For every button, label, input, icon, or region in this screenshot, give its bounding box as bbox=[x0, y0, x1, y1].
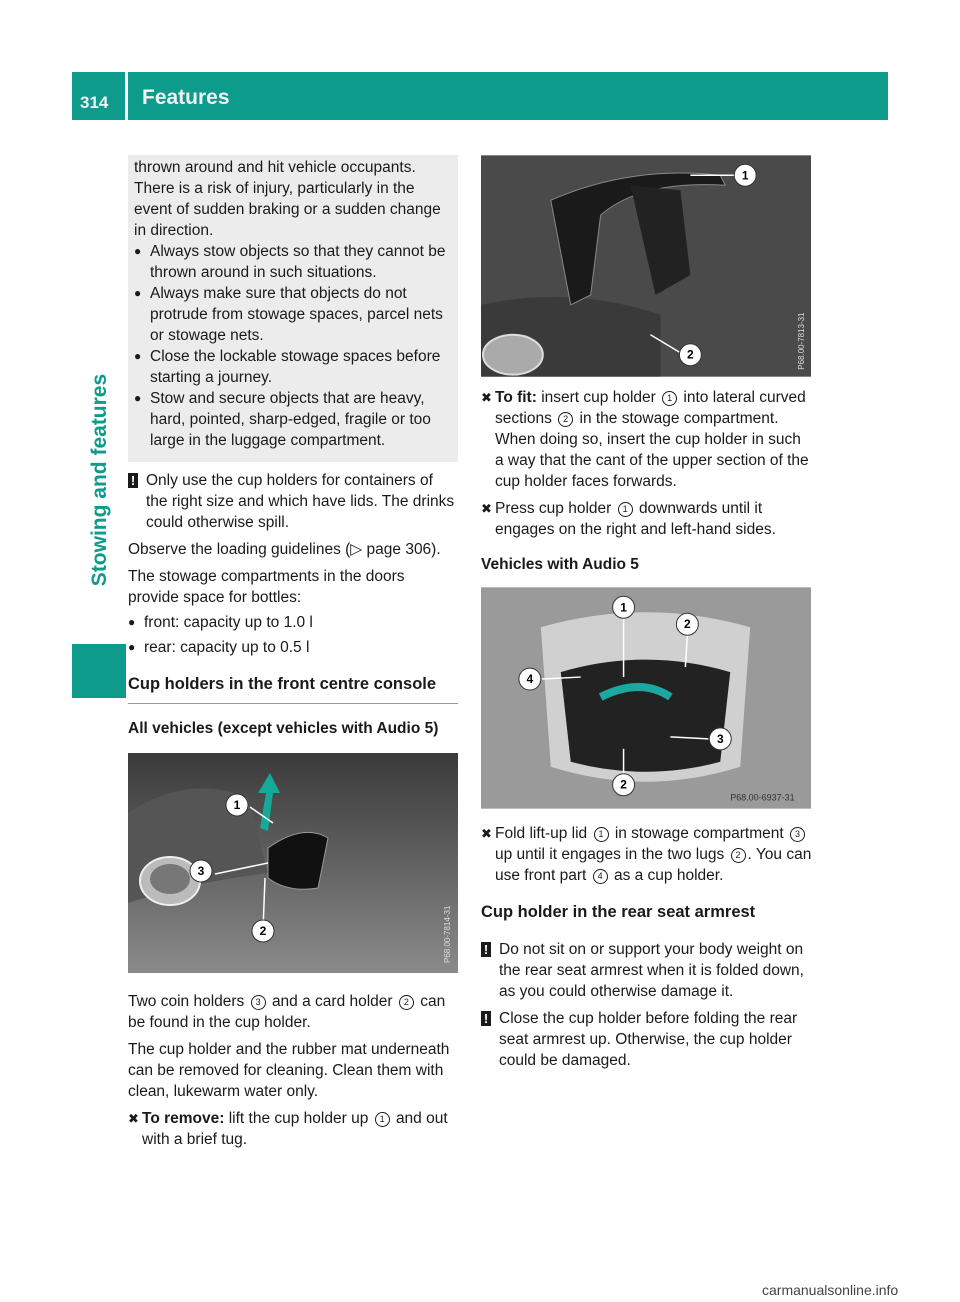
note-icon: ! bbox=[481, 942, 491, 957]
figure-code: P68.00-7813-31 bbox=[797, 312, 807, 370]
warning-intro: thrown around and hit vehicle occupants. There is a risk of injury, particularly in the event of sudden braking or a sudden change in direction. bbox=[134, 159, 441, 239]
note-icon: ! bbox=[128, 473, 138, 488]
all-vehicles-heading: All vehicles (except vehicles with Audio 5) bbox=[128, 720, 439, 737]
side-tab-label: Stowing and features bbox=[88, 373, 111, 587]
observe-guidelines: Observe the loading guidelines (▷ page 306). bbox=[128, 541, 441, 558]
note-icon: ! bbox=[481, 1011, 491, 1026]
right-column bbox=[481, 155, 812, 1071]
callout-3-icon: 3 bbox=[251, 995, 266, 1010]
svg-text:4: 4 bbox=[526, 672, 534, 687]
rear-armrest-heading: Cup holder in the rear seat armrest bbox=[481, 903, 756, 921]
bullet-icon: ● bbox=[134, 286, 142, 300]
svg-text:3: 3 bbox=[197, 864, 205, 878]
callout-1-icon: 1 bbox=[375, 1112, 390, 1127]
bullet-icon: ● bbox=[128, 615, 136, 629]
warning-bullet: ● Stow and secure objects that are heavy, hard, pointed, sharp-edged, fragile or too large in the luggage compartment. bbox=[134, 390, 431, 449]
callout-2-icon: 2 bbox=[731, 848, 746, 863]
footer-watermark: carmanualsonline.info bbox=[762, 1282, 899, 1298]
section-title: Features bbox=[142, 86, 230, 109]
bullet-icon: ● bbox=[134, 391, 142, 405]
svg-text:1: 1 bbox=[741, 168, 749, 183]
svg-text:2: 2 bbox=[687, 347, 694, 362]
front-cup-holders-heading: Cup holders in the front centre console bbox=[128, 674, 458, 704]
side-block bbox=[72, 644, 126, 698]
note-close-cup-holder: ! Close the cup holder before folding the rear seat armrest up. Otherwise, the cup holder could be damaged. bbox=[481, 1008, 812, 1071]
callout-1-icon: 1 bbox=[594, 827, 609, 842]
callout-2-icon: 2 bbox=[399, 995, 414, 1010]
figure-code: P68.00-7814-31 bbox=[443, 905, 452, 963]
svg-text:3: 3 bbox=[716, 731, 724, 746]
step-marker-icon: ✖ bbox=[481, 390, 492, 405]
warning-box bbox=[128, 155, 458, 462]
header-divider bbox=[125, 72, 128, 120]
warning-bullet: ● Always stow objects so that they cannot be thrown around in such situations. bbox=[134, 243, 446, 281]
svg-text:2: 2 bbox=[684, 617, 691, 632]
step-marker-icon: ✖ bbox=[128, 1111, 139, 1126]
press-step: ✖ Press cup holder 1 downwards until it engages on the right and left-hand sides. bbox=[481, 500, 776, 538]
coin-holders-text: Two coin holders 3 and a card holder 2 can be found in the cup holder. bbox=[128, 993, 446, 1031]
audio-heading: Vehicles with Audio 5 bbox=[481, 556, 639, 573]
capacity-item: ● front: capacity up to 1.0 l bbox=[128, 614, 313, 631]
warning-bullet: ● Close the lockable stowage spaces before starting a journey. bbox=[134, 348, 441, 386]
cleaning-text: The cup holder and the rubber mat underneath can be removed for cleaning. Clean them with clean, lukewarm water only. bbox=[128, 1041, 450, 1100]
callout-2-icon: 2 bbox=[558, 412, 573, 427]
page-number: 314 bbox=[80, 93, 109, 112]
fit-step: ✖ To fit: insert cup holder 1 into lateral curved sections 2 in the stowage compartment. When doing so, insert the cup holder in such a way that the cant of the upper section of the cup holder faces forwards. bbox=[481, 389, 809, 490]
bullet-icon: ● bbox=[128, 640, 136, 654]
side-tab bbox=[87, 330, 113, 630]
bullet-icon: ● bbox=[134, 349, 142, 363]
callout-1-icon: 1 bbox=[662, 391, 677, 406]
audio5-cup-holder-figure bbox=[481, 587, 811, 809]
left-column bbox=[128, 155, 458, 1150]
warning-bullet: ● Always make sure that objects do not protrude from stowage spaces, parcel nets or stowage nets. bbox=[134, 285, 443, 344]
cup-holder-removal-figure bbox=[128, 753, 458, 973]
svg-text:1: 1 bbox=[620, 600, 627, 615]
capacity-item: ● rear: capacity up to 0.5 l bbox=[128, 639, 310, 656]
callout-3-icon: 3 bbox=[790, 827, 805, 842]
step-marker-icon: ✖ bbox=[481, 826, 492, 841]
note-rear-armrest: ! Do not sit on or support your body weight on the rear seat armrest when it is folded down, as you could otherwise damage it. bbox=[481, 939, 812, 1002]
fold-step: ✖ Fold lift-up lid 1 in stowage compartment 3 up until it engages in the two lugs 2 . You can use front part 4 as a cup holder. bbox=[481, 825, 812, 884]
svg-text:2: 2 bbox=[259, 924, 267, 938]
callout-4-icon: 4 bbox=[593, 869, 608, 884]
cup-holder-fit-figure bbox=[481, 155, 811, 377]
remove-step: ✖ To remove: lift the cup holder up 1 and out with a brief tug. bbox=[128, 1110, 448, 1148]
figure-code: P68.00-6937-31 bbox=[730, 792, 795, 803]
svg-text:2: 2 bbox=[620, 777, 627, 792]
bullet-icon: ● bbox=[134, 244, 142, 258]
step-marker-icon: ✖ bbox=[481, 501, 492, 516]
svg-text:1: 1 bbox=[233, 798, 241, 812]
note-cup-holders: ! Only use the cup holders for containers of the right size and which have lids. The drinks could otherwise spill. bbox=[128, 470, 458, 533]
callout-1-icon: 1 bbox=[618, 502, 633, 517]
compartments-text: The stowage compartments in the doors provide space for bottles: bbox=[128, 568, 405, 606]
